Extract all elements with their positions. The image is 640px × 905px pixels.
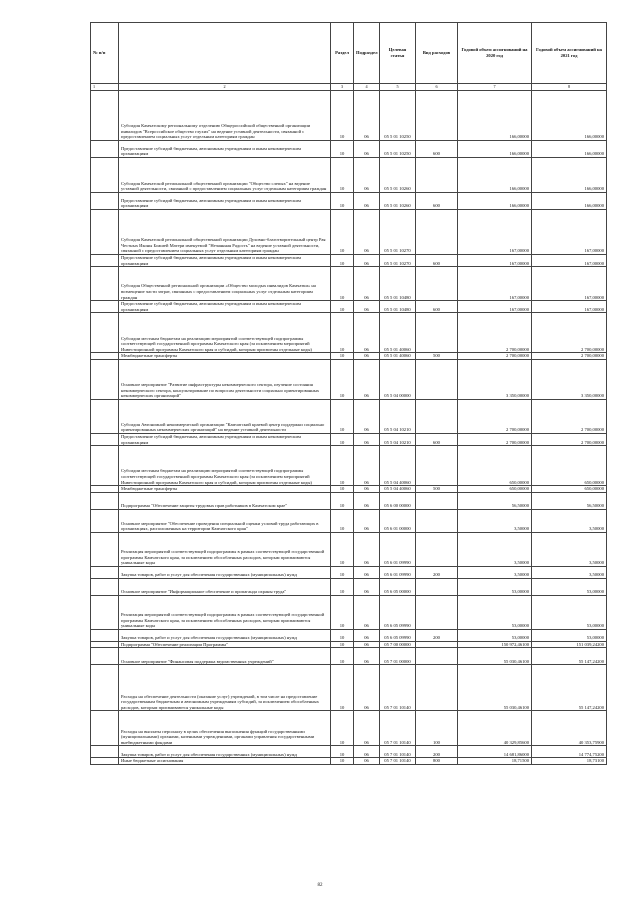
podrazdel-cell: 06 <box>354 665 380 711</box>
razdel-cell: 10 <box>331 301 354 313</box>
vr-cell: 600 <box>416 193 458 210</box>
name-cell: Подпрограмма "Обеспечение защиты трудовых прав работников в Камчатском крае" <box>119 492 331 509</box>
podrazdel-cell: 06 <box>354 629 380 641</box>
podrazdel-cell: 06 <box>354 711 380 746</box>
table-row <box>91 665 607 711</box>
name-cell: Закупка товаров, работ и услуг для обеспечения государственных (муниципальных) нужд <box>119 746 331 758</box>
csr-cell: 05 7 01 00000 <box>380 648 416 665</box>
amount-2020-cell: 167,00000 <box>458 267 532 301</box>
amount-2020-cell: 53,00000 <box>458 578 532 595</box>
name-cell: Субсидия Автономной некоммерческой организации "Камчатский краевой центр поддержки социально ориентированных некоммерческих организаций" на ведение уставной деятельности <box>119 399 331 433</box>
amount-2020-cell: 166,00000 <box>458 158 532 193</box>
amount-2020-cell: 3,50000 <box>458 532 532 566</box>
amount-2021-cell: 53,00000 <box>532 595 607 629</box>
num-cell <box>91 313 119 353</box>
csr-cell: 05 6 05 09990 <box>380 629 416 641</box>
podrazdel-cell: 06 <box>354 486 380 493</box>
vr-cell: 100 <box>416 711 458 746</box>
table-row <box>91 486 607 493</box>
razdel-cell: 10 <box>331 267 354 301</box>
podrazdel-cell: 06 <box>354 758 380 765</box>
amount-2020-cell: 166,00000 <box>458 141 532 158</box>
podrazdel-cell: 06 <box>354 641 380 648</box>
amount-2021-cell: 167,00000 <box>532 267 607 301</box>
num-cell <box>91 641 119 648</box>
podrazdel-cell: 06 <box>354 399 380 433</box>
table-row <box>91 746 607 758</box>
amount-2021-cell: 650,00000 <box>532 486 607 493</box>
amount-2020-cell: 167,00000 <box>458 210 532 255</box>
amount-2021-cell: 166,00000 <box>532 141 607 158</box>
vr-cell <box>416 446 458 486</box>
name-cell: Предоставление субсидий бюджетным, автономным учреждениям и иным некоммерческим организациям <box>119 141 331 158</box>
table-row <box>91 359 607 399</box>
header-podrazdel: Подраздел <box>354 23 380 84</box>
table-row <box>91 91 607 141</box>
vr-cell: 600 <box>416 141 458 158</box>
index-cell: 8 <box>532 84 607 91</box>
table-row <box>91 313 607 353</box>
vr-cell <box>416 509 458 532</box>
num-cell <box>91 91 119 141</box>
name-cell: Расходы на выплаты персоналу в целях обеспечения выполнения функций государственными (муниципальными) органами, казенными учреждениями, органами управления государственными внебюджетными фондами <box>119 711 331 746</box>
header-row <box>91 23 607 84</box>
razdel-cell: 10 <box>331 492 354 509</box>
name-cell: Межбюджетные трансферты <box>119 353 331 360</box>
name-cell: Закупка товаров, работ и услуг для обеспечения государственных (муниципальных) нужд <box>119 629 331 641</box>
index-cell: 6 <box>416 84 458 91</box>
index-cell: 2 <box>119 84 331 91</box>
num-cell <box>91 711 119 746</box>
name-cell: Основное мероприятие "Обеспечение проведения специальной оценки условий труда работающих в организациях, расположенных на территории Камчатского края" <box>119 509 331 532</box>
amount-2021-cell: 53,00000 <box>532 578 607 595</box>
name-cell: Расходы на обеспечение деятельности (оказание услуг) учреждений, в том числе на предоставление государственным бюджетным и автономным учреждениям субсидий, за исключением обособленных расходов, которым присваиваются уникальные коды <box>119 665 331 711</box>
vr-cell: 800 <box>416 758 458 765</box>
vr-cell <box>416 532 458 566</box>
csr-cell: 05 6 01 09990 <box>380 566 416 578</box>
table-row <box>91 446 607 486</box>
podrazdel-cell: 06 <box>354 141 380 158</box>
vr-cell: 600 <box>416 255 458 267</box>
amount-2021-cell: 3 350,00000 <box>532 359 607 399</box>
vr-cell: 200 <box>416 746 458 758</box>
num-cell <box>91 267 119 301</box>
podrazdel-cell: 06 <box>354 433 380 445</box>
podrazdel-cell: 06 <box>354 353 380 360</box>
podrazdel-cell: 06 <box>354 746 380 758</box>
podrazdel-cell: 06 <box>354 532 380 566</box>
num-cell <box>91 158 119 193</box>
vr-cell: 500 <box>416 486 458 493</box>
csr-cell: 05 6 05 09990 <box>380 595 416 629</box>
num-cell <box>91 353 119 360</box>
table-row <box>91 578 607 595</box>
table-row <box>91 267 607 301</box>
name-cell: Реализация мероприятий соответствующей подпрограммы в рамках соответствующей государственной программы Камчатского края, за исключением обособленных расходов, которым присваиваются уникальные коды <box>119 595 331 629</box>
podrazdel-cell: 06 <box>354 301 380 313</box>
num-cell <box>91 566 119 578</box>
num-cell <box>91 399 119 433</box>
razdel-cell: 10 <box>331 566 354 578</box>
num-cell <box>91 210 119 255</box>
razdel-cell: 10 <box>331 758 354 765</box>
razdel-cell: 10 <box>331 353 354 360</box>
name-cell: Субсидии местным бюджетам на реализацию мероприятий соответствующей подпрограммы соответствующей государственной программы Камчатского края (за исключением мероприятий Инвестиционной программы Камчатского края и субсидий, которым присвоены отдельные коды) <box>119 446 331 486</box>
podrazdel-cell: 06 <box>354 158 380 193</box>
razdel-cell: 10 <box>331 210 354 255</box>
csr-cell: 05 5 01 10270 <box>380 255 416 267</box>
table-row <box>91 711 607 746</box>
amount-2021-cell: 2 700,00000 <box>532 313 607 353</box>
razdel-cell: 10 <box>331 711 354 746</box>
table-row <box>91 141 607 158</box>
table-row <box>91 193 607 210</box>
podrazdel-cell: 06 <box>354 648 380 665</box>
razdel-cell: 10 <box>331 578 354 595</box>
amount-2021-cell: 3,50000 <box>532 532 607 566</box>
razdel-cell: 10 <box>331 313 354 353</box>
amount-2020-cell: 166,00000 <box>458 193 532 210</box>
csr-cell: 05 5 01 10250 <box>380 141 416 158</box>
amount-2021-cell: 166,00000 <box>532 193 607 210</box>
razdel-cell: 10 <box>331 193 354 210</box>
csr-cell: 05 5 01 10260 <box>380 158 416 193</box>
razdel-cell: 10 <box>331 91 354 141</box>
name-cell: Субсидия Общественной региональной организации «Общество молодых инвалидов Камчатки» на возмещение части затрат, связанных с предоставлением социальных услуг отдельным категориям граждан <box>119 267 331 301</box>
num-cell <box>91 359 119 399</box>
vr-cell <box>416 641 458 648</box>
amount-2021-cell: 55 147,24200 <box>532 648 607 665</box>
header-num: № п/п <box>91 23 119 84</box>
amount-2021-cell: 56,50000 <box>532 492 607 509</box>
csr-cell: 05 5 04 00000 <box>380 359 416 399</box>
num-cell <box>91 595 119 629</box>
csr-cell: 05 5 01 10480 <box>380 267 416 301</box>
vr-cell <box>416 665 458 711</box>
table-row <box>91 158 607 193</box>
amount-2020-cell: 650,00000 <box>458 486 532 493</box>
amount-2021-cell: 3,50000 <box>532 566 607 578</box>
amount-2020-cell: 2 700,00000 <box>458 313 532 353</box>
table-row <box>91 301 607 313</box>
num-cell <box>91 509 119 532</box>
podrazdel-cell: 06 <box>354 313 380 353</box>
csr-cell: 05 6 01 09990 <box>380 532 416 566</box>
table-row <box>91 509 607 532</box>
csr-cell: 05 6 01 00000 <box>380 509 416 532</box>
num-cell <box>91 578 119 595</box>
amount-2020-cell: 3,50000 <box>458 566 532 578</box>
amount-2021-cell: 166,00000 <box>532 91 607 141</box>
amount-2020-cell: 3,50000 <box>458 509 532 532</box>
podrazdel-cell: 06 <box>354 210 380 255</box>
header-vr: Вид расходов <box>416 23 458 84</box>
vr-cell <box>416 492 458 509</box>
amount-2021-cell: 40 353,75900 <box>532 711 607 746</box>
name-cell: Основное мероприятие "Финансовая поддержка ведомственных учреждений" <box>119 648 331 665</box>
amount-2020-cell: 55 030,46100 <box>458 648 532 665</box>
razdel-cell: 10 <box>331 746 354 758</box>
csr-cell: 05 7 01 10140 <box>380 758 416 765</box>
amount-2020-cell: 14 681,86000 <box>458 746 532 758</box>
num-cell <box>91 629 119 641</box>
num-cell <box>91 193 119 210</box>
csr-cell: 05 5 01 40060 <box>380 313 416 353</box>
csr-cell: 05 7 01 10140 <box>380 665 416 711</box>
num-cell <box>91 665 119 711</box>
num-cell <box>91 433 119 445</box>
amount-2021-cell: 151 039,24200 <box>532 641 607 648</box>
num-cell <box>91 446 119 486</box>
header-razdel: Раздел <box>331 23 354 84</box>
index-cell: 5 <box>380 84 416 91</box>
amount-2021-cell: 3,50000 <box>532 509 607 532</box>
podrazdel-cell: 06 <box>354 446 380 486</box>
column-index-row <box>91 84 607 91</box>
podrazdel-cell: 06 <box>354 595 380 629</box>
num-cell <box>91 532 119 566</box>
amount-2020-cell: 2 700,00000 <box>458 433 532 445</box>
budget-table <box>90 22 607 765</box>
amount-2021-cell: 53,00000 <box>532 629 607 641</box>
csr-cell: 05 5 04 40060 <box>380 486 416 493</box>
name-cell: Субсидия Камчатской региональной общественной организации Духовно-благотворительный центр Рая Честных Иконы Божией Матери именуемой "Нечаянная Радость" на ведение уставной деятельности, связанной с предоставлением социальных услуг отдельным категориям граждан <box>119 210 331 255</box>
amount-2020-cell: 18,71500 <box>458 758 532 765</box>
index-cell: 3 <box>331 84 354 91</box>
vr-cell: 500 <box>416 353 458 360</box>
podrazdel-cell: 06 <box>354 193 380 210</box>
razdel-cell: 10 <box>331 359 354 399</box>
csr-cell: 05 5 01 10260 <box>380 193 416 210</box>
razdel-cell: 10 <box>331 399 354 433</box>
razdel-cell: 10 <box>331 532 354 566</box>
vr-cell <box>416 595 458 629</box>
name-cell: Предоставление субсидий бюджетным, автономным учреждениям и иным некоммерческим организациям <box>119 433 331 445</box>
vr-cell <box>416 578 458 595</box>
table-row <box>91 353 607 360</box>
amount-2020-cell: 53,00000 <box>458 595 532 629</box>
csr-cell: 05 5 04 10210 <box>380 399 416 433</box>
header-name <box>119 23 331 84</box>
amount-2021-cell: 167,00000 <box>532 301 607 313</box>
razdel-cell: 10 <box>331 486 354 493</box>
amount-2021-cell: 166,00000 <box>532 158 607 193</box>
csr-cell: 05 5 01 40060 <box>380 353 416 360</box>
name-cell: Предоставление субсидий бюджетным, автономным учреждениям и иным некоммерческим организациям <box>119 301 331 313</box>
vr-cell <box>416 91 458 141</box>
table-row <box>91 210 607 255</box>
table-row <box>91 648 607 665</box>
name-cell: Межбюджетные трансферты <box>119 486 331 493</box>
amount-2020-cell: 56,50000 <box>458 492 532 509</box>
amount-2021-cell: 2 700,00000 <box>532 433 607 445</box>
num-cell <box>91 758 119 765</box>
csr-cell: 05 5 04 10210 <box>380 433 416 445</box>
razdel-cell: 10 <box>331 255 354 267</box>
num-cell <box>91 492 119 509</box>
index-cell: 1 <box>91 84 119 91</box>
vr-cell: 600 <box>416 433 458 445</box>
num-cell <box>91 486 119 493</box>
csr-cell: 05 5 01 10270 <box>380 210 416 255</box>
page-number: 82 <box>317 883 323 888</box>
csr-cell: 05 5 04 40060 <box>380 446 416 486</box>
podrazdel-cell: 06 <box>354 359 380 399</box>
index-cell: 7 <box>458 84 532 91</box>
vr-cell: 600 <box>416 301 458 313</box>
table-body <box>91 91 607 765</box>
csr-cell: 05 7 01 10140 <box>380 711 416 746</box>
name-cell: Основное мероприятие "Развитие инфраструктуры некоммерческого сектора, изучение состояния некоммерческого сектора, консультирование по вопросам деятельности социально ориентированных некоммерческих организаций" <box>119 359 331 399</box>
table-row <box>91 566 607 578</box>
amount-2021-cell: 2 700,00000 <box>532 399 607 433</box>
name-cell: Иные бюджетные ассигнования <box>119 758 331 765</box>
vr-cell <box>416 267 458 301</box>
razdel-cell: 10 <box>331 158 354 193</box>
amount-2020-cell: 166,00000 <box>458 91 532 141</box>
num-cell <box>91 255 119 267</box>
vr-cell <box>416 359 458 399</box>
amount-2020-cell: 2 700,00000 <box>458 353 532 360</box>
num-cell <box>91 746 119 758</box>
csr-cell: 05 7 01 10140 <box>380 746 416 758</box>
amount-2021-cell: 18,73100 <box>532 758 607 765</box>
podrazdel-cell: 06 <box>354 492 380 509</box>
amount-2020-cell: 53,00000 <box>458 629 532 641</box>
amount-2021-cell: 167,00000 <box>532 255 607 267</box>
razdel-cell: 10 <box>331 433 354 445</box>
csr-cell: 05 6 05 00000 <box>380 578 416 595</box>
amount-2020-cell: 167,00000 <box>458 255 532 267</box>
amount-2020-cell: 167,00000 <box>458 301 532 313</box>
amount-2021-cell: 55 147,24200 <box>532 665 607 711</box>
csr-cell: 05 6 00 00000 <box>380 492 416 509</box>
podrazdel-cell: 06 <box>354 509 380 532</box>
table-row <box>91 641 607 648</box>
num-cell <box>91 648 119 665</box>
razdel-cell: 10 <box>331 641 354 648</box>
name-cell: Предоставление субсидий бюджетным, автономным учреждениям и иным некоммерческим организациям <box>119 193 331 210</box>
table-row <box>91 629 607 641</box>
amount-2021-cell: 167,00000 <box>532 210 607 255</box>
razdel-cell: 10 <box>331 665 354 711</box>
amount-2020-cell: 40 329,85600 <box>458 711 532 746</box>
vr-cell <box>416 210 458 255</box>
table-row <box>91 532 607 566</box>
vr-cell <box>416 399 458 433</box>
table-row <box>91 433 607 445</box>
podrazdel-cell: 06 <box>354 566 380 578</box>
table-row <box>91 758 607 765</box>
name-cell: Субсидия Камчатскому региональному отделению Общероссийской общественной организации инвалидов "Всероссийское общество глухих" на ведение уставной деятельности, связанной с предоставлением социальных услуг отдельным категориям граждан <box>119 91 331 141</box>
table-row <box>91 255 607 267</box>
amount-2021-cell: 2 700,00000 <box>532 353 607 360</box>
name-cell: Подпрограмма "Обеспечение реализации Программы" <box>119 641 331 648</box>
razdel-cell: 10 <box>331 648 354 665</box>
table-row <box>91 492 607 509</box>
name-cell: Реализация мероприятий соответствующей подпрограммы в рамках соответствующей государственной программы Камчатского края, за исключением обособленных расходов, которым присваиваются уникальные коды <box>119 532 331 566</box>
razdel-cell: 10 <box>331 141 354 158</box>
name-cell: Основное мероприятие "Информационное обеспечение и пропаганда охраны труда" <box>119 578 331 595</box>
name-cell: Субсидия Камчатской региональной общественной организации "Общество слепых" на ведение уставной деятельности, связанной с предоставлением социальных услуг отдельным категориям граждан <box>119 158 331 193</box>
vr-cell <box>416 313 458 353</box>
name-cell: Предоставление субсидий бюджетным, автономным учреждениям и иным некоммерческим организациям <box>119 255 331 267</box>
csr-cell: 05 7 00 00000 <box>380 641 416 648</box>
header-csr: Целевая статья <box>380 23 416 84</box>
index-cell: 4 <box>354 84 380 91</box>
vr-cell: 200 <box>416 629 458 641</box>
podrazdel-cell: 06 <box>354 255 380 267</box>
vr-cell <box>416 158 458 193</box>
csr-cell: 05 5 01 10250 <box>380 91 416 141</box>
amount-2020-cell: 150 972,46100 <box>458 641 532 648</box>
podrazdel-cell: 06 <box>354 578 380 595</box>
vr-cell <box>416 648 458 665</box>
razdel-cell: 10 <box>331 629 354 641</box>
amount-2020-cell: 650,00000 <box>458 446 532 486</box>
header-2020: Годовой объем ассигнований на 2020 год <box>458 23 532 84</box>
num-cell <box>91 301 119 313</box>
name-cell: Субсидии местным бюджетам на реализацию мероприятий соответствующей подпрограммы соответствующей государственной программы Камчатского края (за исключением мероприятий Инвестиционной программы Камчатского края и субсидий, которым присвоены отдельные коды) <box>119 313 331 353</box>
table-row <box>91 595 607 629</box>
razdel-cell: 10 <box>331 446 354 486</box>
razdel-cell: 10 <box>331 595 354 629</box>
podrazdel-cell: 06 <box>354 91 380 141</box>
table-row <box>91 399 607 433</box>
csr-cell: 05 5 01 10480 <box>380 301 416 313</box>
amount-2020-cell: 3 350,00000 <box>458 359 532 399</box>
amount-2020-cell: 55 030,46100 <box>458 665 532 711</box>
amount-2021-cell: 650,00000 <box>532 446 607 486</box>
amount-2020-cell: 2 700,00000 <box>458 399 532 433</box>
name-cell: Закупка товаров, работ и услуг для обеспечения государственных (муниципальных) нужд <box>119 566 331 578</box>
header-2021: Годовой объем ассигнований на 2021 год <box>532 23 607 84</box>
amount-2021-cell: 14 774,75200 <box>532 746 607 758</box>
vr-cell: 200 <box>416 566 458 578</box>
razdel-cell: 10 <box>331 509 354 532</box>
podrazdel-cell: 06 <box>354 267 380 301</box>
num-cell <box>91 141 119 158</box>
